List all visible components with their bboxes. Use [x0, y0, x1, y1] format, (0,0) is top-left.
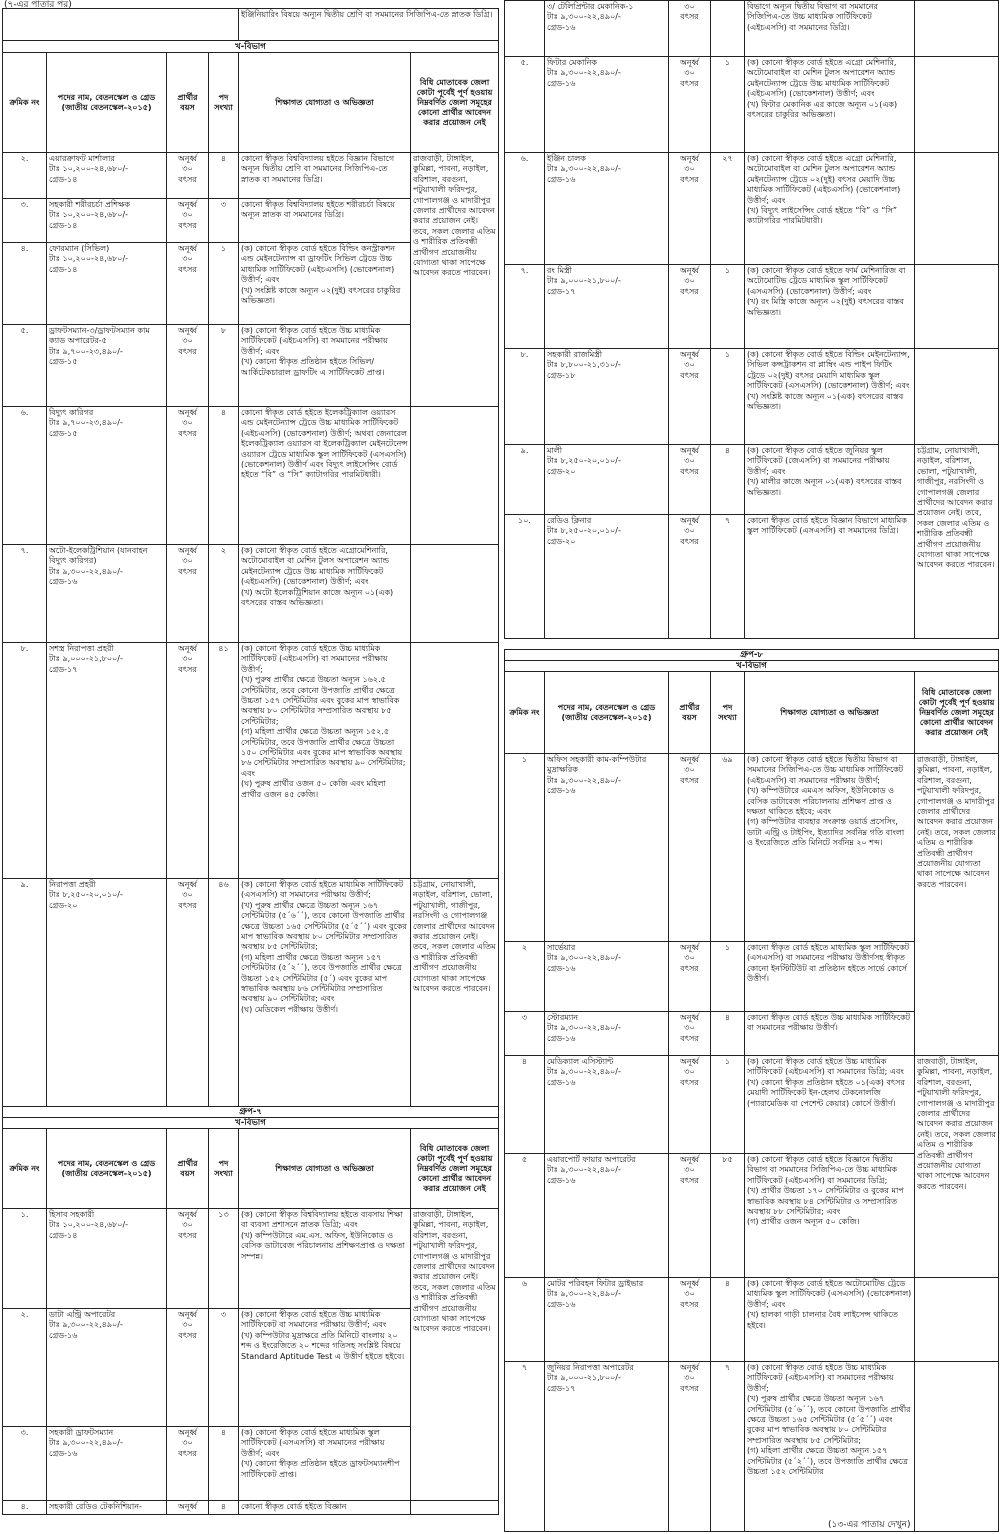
col-header-district: বিধি মোতাবেক জেলা কোটা পূর্বেই পূর্ণ হওয়ায় নিম্নবর্ণিত জেলা সমূহের কোনো প্রার্থীর আবেদন করার প্রয়োজন নেই	[411, 53, 499, 153]
group-heading: গ্রুপ-৮	[505, 650, 999, 661]
district-exemption-note: রাজবাড়ী, টাঙ্গাইল, কুমিল্লা, পাবনা, নড়াইল, বরিশাল, বরগুনা, পটুয়াখালী ফরিদপুর, গোপালগঞ্জ ও মাদারীপুর জেলার প্রার্থীদের আবেদন করার প্রয়োজন নেই। তবে, সকল জেলার এতিম ও শারীরিক প্রতিবন্ধী প্রার্থীগণ প্রয়োজনীয় যোগ্যতা থাকা সাপেক্ষে আবেদন করতে পারবেন।	[411, 153, 499, 407]
table-row: ১. হিসাব সহকারী টাঃ ১০,২০০-২৪,৬৮০/- গ্রেড-১৪ অনূর্ধ্ব ৩০ বৎসর ১৩ (ক) কোনো স্বীকৃত বিশ্ববিদ্যালয় হইতে ব্যবসায় শিক্ষা বা ব্যবসা প্রশাসনে স্নাতক ডিগ্রি; এবং (খ) কম্পিউটারে এম.এস. অফিস, ইউনিকোড ও বেসিক ডাটাবেজ পরিচালনায় প্রশিক্ষণপ্রাপ্ত ও দক্ষতা সম্পন্ন। রাজবাড়ী, টাঙ্গাইল, কুমিল্লা, পাবনা, নড়াইল, বরিশাল, বরগুনা, পটুয়াখালী ফরিদপুর, গোপালগঞ্জ ও মাদারীপুর জেলার প্রার্থীদের আবেদন করার প্রয়োজন নেই। তবে, সকল জেলার এতিম ও শারীরিক প্রতিবন্ধী প্রার্থীগণ প্রয়োজনীয় যোগ্যতা থাকা সাপেক্ষে আবেদন করতে পারবেন।	[3, 1209, 499, 1309]
col-header-serial: ক্রমিক নং	[3, 53, 47, 153]
table-row: ২. এয়ারক্রাফট মার্শালার টাঃ ১০,২০০-২৪,৬৮০/- গ্রেড-১৪ অনূর্ধ্ব ৩০ বৎসর ৪ কোনো স্বীকৃত বিশ্ববিদ্যালয় হইতে বিজ্ঞান বিভাগে অন্যূন দ্বিতীয় শ্রেণি বা সমমানের সিজিপিএ-তে স্নাতক বা সমমানের ডিগ্রি। রাজবাড়ী, টাঙ্গাইল, কুমিল্লা, পাবনা, নড়াইল, বরিশাল, বরগুনা, পটুয়াখালী ফরিদপুর, গোপালগঞ্জ ও মাদারীপুর জেলার প্রার্থীদের আবেদন করার প্রয়োজন নেই। তবে, সকল জেলার এতিম ও শারীরিক প্রতিবন্ধী প্রার্থীগণ প্রয়োজনীয় যোগ্যতা থাকা সাপেক্ষে আবেদন করতে পারবেন।	[3, 153, 499, 199]
table-header	[3, 53, 499, 153]
left-table	[2, 8, 499, 1515]
right-column	[504, 0, 998, 1532]
table-row: ৩ স্টোরম্যান টাঃ ৯,৩০০-২২,৪৯০/- গ্রেড-১৬ অনূর্ধ্ব ৩০ বৎসর ৪ কোনো স্বীকৃত বোর্ড হইতে উচ্চ মাধ্যমিক সার্টিফিকেট বা সমমানের পরীক্ষায় উত্তীর্ণ।	[505, 1012, 999, 1056]
table-row: ৮. সশস্ত্র নিরাপত্তা প্রহরী টাঃ ৯,০০০-২১,৮০০/- গ্রেড-১৭ অনূর্ধ্ব ৩০ বৎসর ৪১ (ক) কোনো স্বীকৃত বোর্ড হইতে উচ্চ মাধ্যমিক সার্টিফিকেট (এইচএসসি) বা সমমানের পরীক্ষায় উত্তীর্ণ; (খ) পুরুষ প্রার্থীর ক্ষেত্রে উচ্চতা অন্যূন ১৬২.৫ সেন্টিমিটার, তবে কোনো উপজাতি প্রার্থীর ক্ষেত্রে উচ্চতা ১৫৭ সেন্টিমিটার এবং বুকের মাপ স্বাভাবিক অবস্থায় ৮০ সেন্টিমিটার সম্প্রসারিত অবস্থায় ৮৫ সেন্টিমিটার; (গ) মহিলা প্রার্থীর ক্ষেত্রে উচ্চতা অন্যূন ১৫২.৫ সেন্টিমিটার, তবে উপজাতি প্রার্থীর ক্ষেত্রে উচ্চতা ১৫০ সেন্টিমিটার এবং বুকের মাপ স্বাভাবিক অবস্থায় ৮৬ সেন্টিমিটার সম্প্রসারিত অবস্থায় ৯০ সেন্টিমিটার; এবং (ঘ) পুরুষ প্রার্থীর ওজন ৫০ কেজি এবং মহিলা প্রার্থীর ওজন ৪৫ কেজি।	[3, 643, 499, 879]
table-row: ৭. রং মিস্ত্রী টাঃ ৯,০০০-২১,৮০০/- গ্রেড-১৭ অনূর্ধ্ব ৩০ বৎসর ১ (ক) কোনো স্বীকৃত বোর্ড হইতে ফার্ম মেশিনারিজ বা অটোমোটিভ ট্রেডে মাধ্যমিক স্কুল সার্টিফিকেট (এসএসসি) (ভোকেশনাল) উত্তীর্ণ; এবং (খ) রং মিস্ত্রি কাজে অন্যূন ০২(দুই) বৎসরের বাস্তব অভিজ্ঞতা।	[505, 265, 999, 349]
footer-note: (১৩-এর পাতায় দেখুন)	[828, 1520, 911, 1530]
header-note: (৭-এর পাতার পর)	[4, 0, 72, 10]
table-row: ২ সার্ভেয়ার টাঃ ৯,৩০০-২২,৪৯০/- গ্রেড-১৬ অনূর্ধ্ব ৩০ বৎসর ১ কোনো স্বীকৃত বোর্ড হইতে মাধ্যমিক স্কুল সার্টিফিকেট (এসএসসি) বা সমমানের পরীক্ষায় উত্তীর্ণসহ স্বীকৃত কোনো ইনস্টিটিউট বা প্রতিষ্ঠান হইতে সার্ভে কোর্সে উত্তীর্ণ।	[505, 942, 999, 1012]
table-row: ১ অফিস সহকারী কাম-কম্পিউটার মুদ্রাক্ষরিক টাঃ ৯,৩০০-২২,৪৯০/- গ্রেড-১৬ অনূর্ধ্ব ৩০ বৎসর ৬৯ (ক) কোনো স্বীকৃত বোর্ড হইতে দ্বিতীয় বিভাগ বা সমমানের সিজিপিএ-তে উচ্চ মাধ্যমিক সার্টিফিকেট (এইচএসসি) বা সমমানের পরীক্ষায় উত্তীর্ণ; (খ) কম্পিউটারে এমএস অফিস, ইউনিকোড ও বেসিক ডাটাবেজ পরিচালনায় প্রশিক্ষণ প্রাপ্ত ও দক্ষতা থাকিতে হইবে; এবং (গ) কম্পিউটার ব্যবহার সংক্রান্ত ওয়ার্ড প্রসেসিং, ডাটা এন্ট্রি ও টাইপিং, ইত্যাদির সর্বনিম্ন গতি বাংলা ও ইংরেজিতে প্রতি মিনিটে সর্বনিম্ন ২০ শব্দ। রাজবাড়ী, টাঙ্গাইল, কুমিল্লা, পাবনা, নড়াইল, বরিশাল, বরগুনা, পটুয়াখালী ফরিদপুর, গোপালগঞ্জ ও মাদারীপুর জেলার প্রার্থীদের আবেদন করার প্রয়োজন নেই। তবে, সকল জেলার এতিম ও শারীরিক প্রতিবন্ধী প্রার্থীগণ প্রয়োজনীয় যোগ্যতা থাকা সাপেক্ষে আবেদন করতে পারবেন।	[505, 754, 999, 942]
table-header: ক্রমিক নং পদের নাম, বেতনস্কেল ও গ্রেড (জাতীয় বেতনস্কেল-২০১৫) প্রার্থীর বয়স পদ সংখ্যা শিক্ষাগত যোগ্যতা ও অভিজ্ঞতা বিধি মোতাবেক জেলা কোটা পূর্বেই পূর্ণ হওয়ায় নিম্নবর্ণিত জেলা সমূহের কোনো প্রার্থীর আবেদন করার প্রয়োজন নেই	[3, 1129, 499, 1209]
table-row: ৭ জুনিয়র নিরাপত্তা অপারেটর টাঃ ৯,০০০-২১,৮০০/- গ্রেড-১৭ অনূর্ধ্ব ৩০ বৎসর ৭ (ক) কোনো স্বীকৃত বোর্ড হইতে উচ্চ মাধ্যমিক সার্টিফিকেট (এইচএসসি) বা সমমানের পরীক্ষায় উত্তীর্ণ; (খ) পুরুষ প্রার্থীর ক্ষেত্রে উচ্চতা অন্যূন ১৬৭ সেন্টিমিটার (৫´৬´´), তবে কোনো উপজাতি প্রার্থীর ক্ষেত্রে উচ্চতা ১৬৫ সেন্টিমিটার (৫´৫´´) এবং বুকের মাপ স্বাভাবিক অবস্থায় ৮০ সেন্টিমিটার সম্প্রসারিত অবস্থায় ৮৫ সেন্টিমিটার; (গ) মহিলা প্রার্থীর ক্ষেত্রে উচ্চতা অন্যূন ১৫৭ সেন্টিমিটার (৫´২´´), তবে উপজাতি প্রার্থীর ক্ষেত্রে উচ্চতা ১৫২ সেন্টিমিটার	[505, 1362, 999, 1532]
table-row: ৭. অটো-ইলেকট্রিশিয়ান (যানবাহন বিদ্যুৎ কারিগর) টাঃ ৯,৩০০-২২,৪৯০/- গ্রেড-১৬ অনূর্ধ্ব ৩০ বৎসর ২ (ক) কোনো স্বীকৃত বোর্ড হইতে এগ্রোমেশিনারি, অটোমোবাইল বা মেশিন টুলস অপারেশন অ্যান্ড মেইনটেন্যান্স ট্রেডে উচ্চ মাধ্যমিক সার্টিফিকেট (এইচএসসি) (ভোকেশনাল) উত্তীর্ণ; এবং (খ) অটো ইলেকট্রিশিয়ান কাজে অন্যূন ০১(এক) বৎসরের বাস্তব অভিজ্ঞতা।	[3, 545, 499, 643]
table-row: ৮. সহকারী রাজমিস্ত্রী টাঃ ৮,৮০০-২১,৩১০/- গ্রেড-১৮ অনূর্ধ্ব ৩০ বৎসর ১ (ক) কোনো স্বীকৃত বোর্ড হইতে বিল্ডিং মেইনটেন্যান্স, সিভিল কন্সট্রাকশন বা প্লাম্বিং এন্ড পাইপ ফিটিং ট্রেডে ০২(দুই) বৎসর মেয়াদি মাধ্যমিক স্কুল সার্টিফিকেট (এসএসসি) (ভোকেশনাল) উত্তীর্ণ; এবং (খ) সংশ্লিষ্ট কাজে অন্যূন ০১(এক) বৎসরের বাস্তব অভিজ্ঞতা।	[505, 349, 999, 445]
district-exemption-note: চট্টগ্রাম, নোয়াখালী, নড়াইল, বরিশাল, ভোলা, পটুয়াখালী, গাজীপুর, নরসিংদী ও গোপালগঞ্জ জেলার প্রার্থীদের আবেদন করার প্রয়োজন নেই। তবে, সকল জেলার এতিম ও শারীরিক প্রতিবন্ধী প্রার্থীগণ প্রয়োজনীয় যোগ্যতা থাকা সাপেক্ষে আবেদন করতে পারবেন।	[411, 879, 499, 1107]
table-row: ৫ এয়ারপোর্ট ফায়ার অপারেটর টাঃ ৯,৩০০-২২,৪৯০/- গ্রেড-১৬ অনূর্ধ্ব ৩০ বৎসর ৮৫ (ক) কোনো স্বীকৃত বোর্ড হইতে বিজ্ঞানে দ্বিতীয় বিভাগ বা সমমানের সিজিপিএ-তে উচ্চ মাধ্যমিক সার্টিফিকেট (এইচএসসি) বা সমমানের ডিগ্রি; (খ) প্রার্থীর উচ্চতা ১৭০ সেন্টিমিটার ও বুকের মাপ স্বাভাবিক অবস্থায় ৮৪ সেন্টিমিটার ও সম্প্রসারিত অবস্থায় ৮৮ সেন্টিমিটার; এবং (গ) প্রার্থীর ওজন অন্যূন ৫০ কেজি।	[505, 1154, 999, 1278]
district-exemption-note: রাজবাড়ী, টাঙ্গাইল, কুমিল্লা, পাবনা, নড়াইল, বরিশাল, বরগুনা, পটুয়াখালী ফরিদপুর, গোপালগঞ্জ ও মাদারীপুর জেলার প্রার্থীদের আবেদন করার প্রয়োজন নেই। তবে, সকল জেলার এতিম ও শারীরিক প্রতিবন্ধী প্রার্থীগণ প্রয়োজনীয় যোগ্যতা থাকা সাপেক্ষে আবেদন করতে পারবেন।	[915, 1056, 999, 1278]
col-header-post: পদের নাম, বেতনস্কেল ও গ্রেড (জাতীয় বেতনস্কেল-২০১৫)	[47, 53, 167, 153]
table-row: ২. ডাটা এন্ট্রি অপারেটর টাঃ ৯,৩০০-২২,৪৯০/- গ্রেড-১৬ অনূর্ধ্ব ৩০ বৎসর ৩ (ক) কোনো স্বীকৃত বোর্ড হইতে উচ্চ মাধ্যমিক সার্টিফিকেট বা সমমানের পরীক্ষায় উত্তীর্ণ; এবং (খ) কম্পিউটার মুদ্রাক্ষরে প্রতি মিনিটে বাংলায় ২০ শব্দ ও ইংরেজিতে ২০ শব্দের গতিসহ সংশ্লিষ্ট বিষয়ে Standard Aptitude Test এ উত্তীর্ণ হইতে হইবে।	[3, 1309, 499, 1427]
section-heading: খ-বিভাগ	[3, 1118, 499, 1129]
section-heading: খ-বিভাগ	[505, 661, 999, 672]
table-row: ৪. সহকারী রেডিও টেকনিশিয়ান- অনূর্ধ্ব ৪ কোনো স্বীকৃত বোর্ড হইতে বিজ্ঞান	[3, 1501, 499, 1515]
table-row: ৬. বিদ্যুৎ কারিগর টাঃ ৯,৭০০-২৩,৪৯০/- গ্রেড-১৫ অনূর্ধ্ব ৩০ বৎসর ৪ কোনো স্বীকৃত বোর্ড হইতে ইলেকট্রিক্যাল ওয়্যারস এন্ড মেইনটেন্যান্স ট্রেডে উচ্চ মাধ্যমিক সার্টিফিকেট (এইচএসসি) (ভোকেশনাল) উত্তীর্ণ; অথবা জেনারেল ইলেকট্রিক্যাল ওয়্যারস বা ইলেকট্রিক্যাল মেইনটেনেন্স ওয়্যারস ট্রেডে মাধ্যমিক স্কুল সার্টিফিকেট (এসএসসি) (ভোকেশনাল) উত্তীর্ণ এবং বিদ্যুৎ লাইসেন্সিং বোর্ড হইতে “বি” ও “সি” ক্যাটাগরির পারমিটধারী।	[3, 407, 499, 545]
table-row: ৩. সহকারী ড্রাফটসম্যান টাঃ ৯,৩০০-২২,৪৯০/- গ্রেড-১৬ অনূর্ধ্ব ৩০ বৎসর ৪ (ক) কোনো স্বীকৃত বোর্ড হইতে মাধ্যমিক স্কুল সার্টিফিকেট (এসএসসি) বা সমমানের পরীক্ষায় উত্তীর্ণ; এবং (খ) কোনো স্বীকৃত প্রতিষ্ঠান হইতে ড্রাফটসম্যানশীপ সার্টিফিকেট প্রাপ্ত।	[3, 1427, 499, 1501]
right-table-2	[504, 649, 999, 1532]
table-row: ৩. সহকারী শরীরচর্চা প্রশিক্ষক টাঃ ১০,২০০-২৪,৬৮০/- গ্রেড-১৪ অনূর্ধ্ব ৩০ বৎসর ৩ কোনো স্বীকৃত বিশ্ববিদ্যালয় হইতে শরীরচর্চা বিষয়ে অন্যূন স্নাতক বা সমমানের ডিগ্রি।	[3, 199, 499, 243]
table-row: ১০. রেডিও ক্লিনার টাঃ ৮,২৫০-২০,০১০/- গ্রেড-২০ অনূর্ধ্ব ৩০ বৎসর ৭ কোনো স্বীকৃত বোর্ড হইতে বিজ্ঞান বিভাগে মাধ্যমিক স্কুল সার্টিফিকেট (এসএসসি) বা সমমানের ডিগ্রি।	[505, 515, 999, 639]
table-row: ৩/ টেলিপ্রিন্টার মেকানিক-১ টাঃ ৯,৩০০-২২,৪৯০/- গ্রেড-১৬ ৩০ বৎসর বিভাগে অন্যূন দ্বিতীয় বিভাগ বা সমমানের সিজিপিএ-তে উচ্চ মাধ্যমিক সার্টিফিকেট (এইচএসসি) বা সমমানের ডিগ্রি।	[505, 1, 999, 57]
left-column	[2, 8, 498, 1515]
table-row: ৫. ফিটার মেকানিক টাঃ ৯,৩০০-২২,৪৯০/- গ্রেড-১৬ অনূর্ধ্ব ৩০ বৎসর ১ (ক) কোনো স্বীকৃত বোর্ড হইতে এগ্রো মেশিনারি, অটোমোবাইল বা মেশিন টুলস অপারেশন অ্যান্ড মেইনটেন্যান্স ট্রেডে উচ্চ মাধ্যমিক সার্টিফিকেট (এইচএসসি) (ভোকেশনাল) উত্তীর্ণ; এবং (খ) ফিটার মেকানিক এর কাজে অন্যূন ০১(এক) বৎসরের চাকুরির অভিজ্ঞতা।	[505, 57, 999, 153]
table-header: ক্রমিক নং পদের নাম, বেতনস্কেল ও গ্রেড (জাতীয় বেতনস্কেল-২০১৫) প্রার্থীর বয়স পদ সংখ্যা শিক্ষাগত যোগ্যতা ও অভিজ্ঞতা বিধি মোতাবেক জেলা কোটা পূর্বেই পূর্ণ হওয়ায় নিম্নবর্ণিত জেলা সমূহের কোনো প্রার্থীর আবেদন করার প্রয়োজন নেই	[505, 672, 999, 754]
district-exemption-note: চট্টগ্রাম, নোয়াখালী, নড়াইল, বরিশাল, ভোলা, পটুয়াখালী, গাজীপুর, নরসিংদী ও গোপালগঞ্জ জেলার প্রার্থীদের আবেদন করার প্রয়োজন নেই। তবে, সকল জেলার এতিম ও শারীরিক প্রতিবন্ধী প্রার্থীগণ প্রয়োজনীয় যোগ্যতা থাকা সাপেক্ষে আবেদন করতে পারবেন।	[915, 445, 999, 639]
table-row: ৬ মোটর পরিবহন ফিটার ড্রাইভার টাঃ ৯,৩০০-২২,৪৯০/- গ্রেড-১৬ অনূর্ধ্ব ৩০ বৎসর ৪ (ক) কোনো স্বীকৃত বোর্ড হইতে অটোমোটিভ ট্রেডে মাধ্যমিক স্কুল সার্টিফিকেট (এসএসসি) (ভোকেশনাল) উত্তীর্ণ; এবং (খ) হালকা গাড়ী চালনার বৈধ লাইসেন্স থাকিতে হইবে।	[505, 1278, 999, 1362]
group-heading: গ্রুপ-৭	[3, 1107, 499, 1118]
col-header-qualification: শিক্ষাগত যোগ্যতা ও অভিজ্ঞতা	[239, 53, 411, 153]
col-header-count: পদ সংখ্যা	[209, 53, 239, 153]
table-row: ৪. ফোরম্যান (সিভিল) টাঃ ১০,২০০-২৪,৬৮০/- গ্রেড-১৪ অনূর্ধ্ব ৩০ বৎসর ১ (ক) কোনো স্বীকৃত বোর্ড হইতে বিল্ডিং কনস্ট্রাকশন এন্ড মেইনটেন্যান্স বা ড্রাফটিং সিভিল ট্রেডে উচ্চ মাধ্যমিক সার্টিফিকেট (এইচএসসি) (ভোকেশনাল) উত্তীর্ণ; এবং (খ) সংশ্লিষ্ট কাজে অন্যূন ০২(দুই) বৎসরের চাকুরির অভিজ্ঞতা।	[3, 243, 499, 325]
carry-over-qualification: ইঞ্জিনিয়ারিং বিষয়ে অন্যূন দ্বিতীয় শ্রেণি বা সমমানের সিজিপিএ-তে স্নাতক ডিগ্রি।	[239, 9, 499, 41]
table-row: ৯. নিরাপত্তা প্রহরী টাঃ ৮,২৫০-২০,০১০/- গ্রেড-২০ অনূর্ধ্ব ৩০ বৎসর ৪৬ (ক) কোনো স্বীকৃত বোর্ড হইতে মাধ্যমিক সার্টিফিকেট (এসএসসি) বা সমমানের পরীক্ষায় উত্তীর্ণ; (খ) পুরুষ প্রার্থীর ক্ষেত্রে উচ্চতা অন্যূন ১৬৭ সেন্টিমিটার (৫´৬´´), তবে কোনো উপজাতি প্রার্থীর ক্ষেত্রে উচ্চতা ১৬৫ সেন্টিমিটার (৫´৫´´) এবং বুকের মাপ স্বাভাবিক অবস্থায় ৮০ সেন্টিমিটার সম্প্রসারিত অবস্থায় ৮৫ সেন্টিমিটার; (গ) মহিলা প্রার্থীর ক্ষেত্রে উচ্চতা অন্যূন ১৫৭ সেন্টিমিটার (৫´২´´), তবে উপজাতি প্রার্থীর ক্ষেত্রে উচ্চতা ১৫২ সেন্টিমিটার (৫´) এবং বুকের মাপ স্বাভাবিক অবস্থায় ৮৬ সেন্টিমিটার সম্প্রসারিত অবস্থায় ৯০ সেন্টিমিটার; এবং (ঘ) মেডিকেল পরীক্ষায় উত্তীর্ণ। চট্টগ্রাম, নোয়াখালী, নড়াইল, বরিশাল, ভোলা, পটুয়াখালী, গাজীপুর, নরসিংদী ও গোপালগঞ্জ জেলার প্রার্থীদের আবেদন করার প্রয়োজন নেই। তবে, সকল জেলার এতিম ও শারীরিক প্রতিবন্ধী প্রার্থীগণ প্রয়োজনীয় যোগ্যতা থাকা সাপেক্ষে আবেদন করতে পারবেন।	[3, 879, 499, 1107]
table-row: ৪ মেডিক্যাল এসিস্ট্যান্ট টাঃ ৯,৩০০-২২,৪৯০/- গ্রেড-১৬ অনূর্ধ্ব ৩০ বৎসর ১ (ক) কোনো স্বীকৃত বোর্ড হইতে উচ্চ মাধ্যমিক সার্টিফিকেট (এইচএসসি) বা সমমানের ডিগ্রি; এবং (খ) কোনো স্বীকৃত প্রতিষ্ঠান হইতে ০১(এক) বৎসর মেয়াদী সার্টিফিকেট ইন-হেলথ টেকনোলজি (প্যারামেডিক বা পেশেন্ট কেয়ার) কোর্সে উত্তীর্ণ। রাজবাড়ী, টাঙ্গাইল, কুমিল্লা, পাবনা, নড়াইল, বরিশাল, বরগুনা, পটুয়াখালী ফরিদপুর, গোপালগঞ্জ ও মাদারীপুর জেলার প্রার্থীদের আবেদন করার প্রয়োজন নেই। তবে, সকল জেলার এতিম ও শারীরিক প্রতিবন্ধী প্রার্থীগণ প্রয়োজনীয় যোগ্যতা থাকা সাপেক্ষে আবেদন করতে পারবেন।	[505, 1056, 999, 1154]
district-exemption-note: রাজবাড়ী, টাঙ্গাইল, কুমিল্লা, পাবনা, নড়াইল, বরিশাল, বরগুনা, পটুয়াখালী ফরিদপুর, গোপালগঞ্জ ও মাদারীপুর জেলার প্রার্থীদের আবেদন করার প্রয়োজন নেই। তবে, সকল জেলার এতিম ও শারীরিক প্রতিবন্ধী প্রার্থীগণ প্রয়োজনীয় যোগ্যতা থাকা সাপেক্ষে আবেদন করতে পারবেন।	[915, 754, 999, 1056]
table-row: ৯. মালী টাঃ ৮,২৫০-২০,০১০/- গ্রেড-২০ অনূর্ধ্ব ৩০ বৎসর ৪ (ক) কোনো স্বীকৃত বোর্ড হইতে জুনিয়র স্কুল সার্টিফিকেট (জেএসসি) বা সমমানের পরীক্ষায় উত্তীর্ণ; এবং (খ) মালীর কাজে অন্যূন ০১(এক) বৎসরের বাস্তব অভিজ্ঞতা। চট্টগ্রাম, নোয়াখালী, নড়াইল, বরিশাল, ভোলা, পটুয়াখালী, গাজীপুর, নরসিংদী ও গোপালগঞ্জ জেলার প্রার্থীদের আবেদন করার প্রয়োজন নেই। তবে, সকল জেলার এতিম ও শারীরিক প্রতিবন্ধী প্রার্থীগণ প্রয়োজনীয় যোগ্যতা থাকা সাপেক্ষে আবেদন করতে পারবেন।	[505, 445, 999, 515]
table-row: ৫. ড্রাফটসম্যান-৩/ড্রাফটসম্যান কাম ক্যাড অপারেটর-৫ টাঃ ৯,৭০০-২৩,৪৯০/- গ্রেড-১৫ অনূর্ধ্ব ৩০ বৎসর ৮ (ক) কোনো স্বীকৃত বোর্ড হইতে উচ্চ মাধ্যমিক সার্টিফিকেট (এইচএসসি) বা সমমানের পরীক্ষায় উত্তীর্ণ; এবং (খ) কোনো স্বীকৃত প্রতিষ্ঠান হইতে সিভিল/আর্কিটেকচারাল ড্রাফটিং এ সার্টিফিকেট প্রাপ্ত।	[3, 325, 499, 407]
table-row: ৬. ইঞ্জিন চালক টাঃ ৯,৩০০-২২,৪৯০/- গ্রেড-১৬ অনূর্ধ্ব ৩০ বৎসর ২৭ (ক) কোনো স্বীকৃত বোর্ড হইতে এগ্রো মেশিনারি, অটোমোবাইল বা মেশিন টুলস অপারেশন অ্যান্ড মেইনটেন্যান্স ট্রেডে ০২(দুই) বৎসর মেয়াদি উচ্চ মাধ্যমিক সার্টিফিকেট (এইচএসসি) (ভোকেশনাল) উত্তীর্ণ; এবং (খ) বিদ্যুৎ লাইসেন্সিং বোর্ড হইতে “বি” ও “সি” ক্যাটাগরির পারমিটধারী।	[505, 153, 999, 265]
col-header-age: প্রার্থীর বয়স	[167, 53, 209, 153]
right-table-1	[504, 0, 999, 639]
district-exemption-note: রাজবাড়ী, টাঙ্গাইল, কুমিল্লা, পাবনা, নড়াইল, বরিশাল, বরগুনা, পটুয়াখালী ফরিদপুর, গোপালগঞ্জ ও মাদারীপুর জেলার প্রার্থীদের আবেদন করার প্রয়োজন নেই। তবে, সকল জেলার এতিম ও শারীরিক প্রতিবন্ধী প্রার্থীগণ প্রয়োজনীয় যোগ্যতা থাকা সাপেক্ষে আবেদন করতে পারবেন।	[411, 1209, 499, 1501]
section-heading: খ-বিভাগ	[3, 41, 499, 53]
